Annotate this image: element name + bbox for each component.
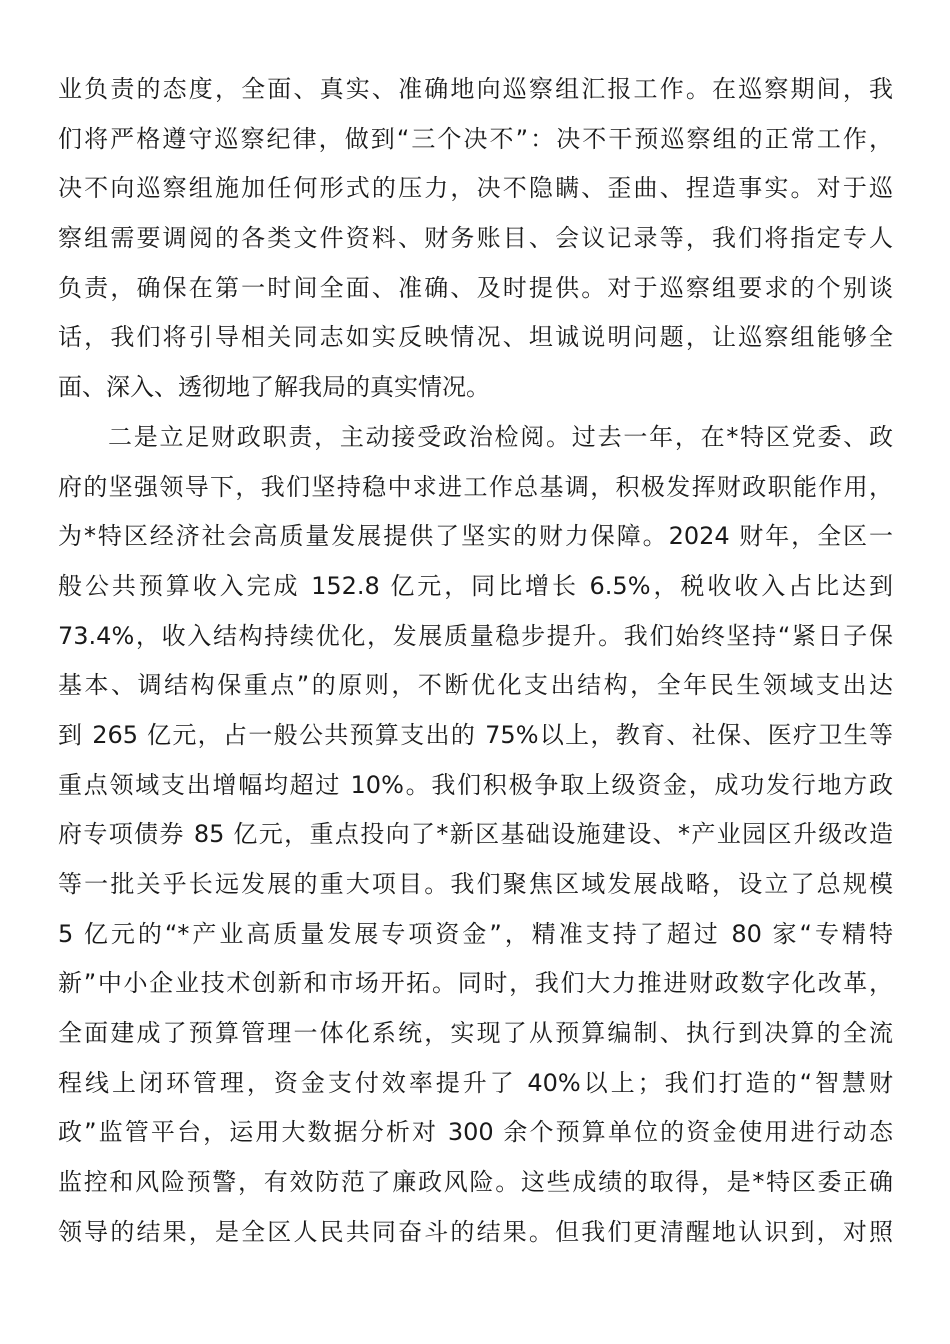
text-line: 全面建成了预算管理一体化系统，实现了从预算编制、执行到决算的全流: [58, 1019, 893, 1048]
text-line: 业负责的态度，全面、真实、准确地向巡察组汇报工作。在巡察期间，我: [58, 75, 893, 103]
text-line: 5 亿元的“*产业高质量发展专项资金”，精准支持了超过 80 家“专精特: [58, 919, 893, 948]
text-line: 府专项债券 85 亿元，重点投向了*新区基础设施建设、*产业园区升级改造: [58, 820, 893, 849]
paragraph-2: [58, 413, 893, 1258]
text-line: 察组需要调阅的各类文件资料、财务账目、会议记录等，我们将指定专人: [58, 224, 893, 253]
document-page: [58, 65, 893, 1258]
text-line: 新”中小企业技术创新和市场开拓。同时，我们大力推进财政数字化改革，: [58, 969, 893, 998]
text-line: 73.4%，收入结构持续优化，发展质量稳步提升。我们始终坚持“紧日子保: [58, 621, 893, 650]
text-line: 话，我们将引导相关同志如实反映情况、坦诚说明问题，让巡察组能够全: [58, 323, 893, 352]
text-line: 监控和风险预警，有效防范了廉政风险。这些成绩的取得，是*特区委正确: [58, 1168, 893, 1197]
text-line: 为*特区经济社会高质量发展提供了坚实的财力保障。2024 财年，全区一: [58, 522, 893, 551]
text-line: 到 265 亿元，占一般公共预算支出的 75%以上，教育、社保、医疗卫生等: [58, 720, 893, 749]
text-line: 负责，确保在第一时间全面、准确、及时提供。对于巡察组要求的个别谈: [58, 273, 893, 302]
text-line: 程线上闭环管理，资金支付效率提升了 40%以上；我们打造的“智慧财: [58, 1068, 893, 1097]
text-line: 府的坚强领导下，我们坚持稳中求进工作总基调，积极发挥财政职能作用，: [58, 472, 893, 501]
text-line: 重点领域支出增幅均超过 10%。我们积极争取上级资金，成功发行地方政: [58, 770, 893, 799]
text-line: 基本、调结构保重点”的原则，不断优化支出结构，全年民生领域支出达: [58, 671, 893, 700]
text-line: 政”监管平台，运用大数据分析对 300 余个预算单位的资金使用进行动态: [58, 1118, 893, 1147]
text-line: 领导的结果，是全区人民共同奋斗的结果。但我们更清醒地认识到，对照: [58, 1217, 893, 1246]
text-line: 般公共预算收入完成 152.8 亿元，同比增长 6.5%，税收收入占比达到: [58, 571, 893, 600]
text-line: 们将严格遵守巡察纪律，做到“三个决不”：决不干预巡察组的正常工作，: [58, 124, 893, 153]
paragraph-1: [58, 65, 893, 413]
text-line: 等一批关乎长远发展的重大项目。我们聚焦区域发展战略，设立了总规模: [58, 870, 893, 898]
text-line: 二是立足财政职责，主动接受政治检阅。过去一年，在*特区党委、政: [108, 422, 893, 451]
text-line: 决不向巡察组施加任何形式的压力，决不隐瞒、歪曲、捏造事实。对于巡: [58, 174, 893, 203]
text-line: 面、深入、透彻地了解我局的真实情况。: [58, 373, 490, 402]
